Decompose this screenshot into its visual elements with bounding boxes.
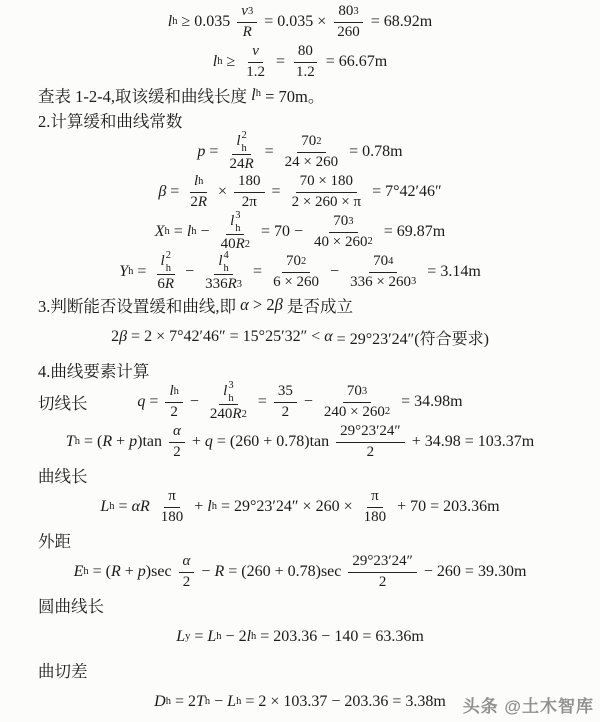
fraction: l h 2R bbox=[190, 173, 207, 210]
formula-q-label: 切线长 bbox=[38, 394, 88, 413]
formula-p-content: p = l 2 h 24R = 70 2 24 × 260 = 0.78m bbox=[197, 130, 403, 173]
label-circular-curve-length-content: 圆曲线长 bbox=[38, 596, 104, 616]
fraction: $\frac{70 \times 180}{2 \times 260 \times \pi}$ bbox=[291, 173, 362, 210]
fraction: 70 3 240 × 260 2 bbox=[323, 383, 391, 420]
fraction: 70 2 24 × 260 bbox=[284, 133, 339, 170]
formula-dh-content: D h = 2 T h − L h = 2 × 103.37 − 203.36 = 3.38m bbox=[154, 693, 446, 710]
fraction: $\frac{35}{2}$ bbox=[274, 383, 297, 421]
fraction: $\frac{\pi}{180}$ bbox=[363, 488, 387, 525]
fraction: l 3 h 40 R 2 bbox=[220, 210, 250, 253]
label-external-distance-content: 外距 bbox=[38, 531, 71, 551]
watermark: 头条 @土木智库 bbox=[462, 697, 594, 716]
fraction: l h 2 bbox=[165, 383, 182, 421]
fraction: $\frac{v}{1.2}$ bbox=[246, 43, 265, 80]
formula-th bbox=[0, 422, 600, 462]
formula-ly-content: L y = L h − 2 l h = 203.36 − 140 = 63.36m bbox=[176, 628, 424, 645]
fraction: $\frac{180}{2\pi}$ bbox=[234, 173, 265, 211]
formula-eh-content: E h = ( R + p )sec $\frac{\alpha}{2}$ − R = (260 + 0.78)sec $\frac{29^\circ 23'24''}{2}$ − 260 = 39.30m bbox=[73, 553, 527, 590]
fraction: l 2 h 24R bbox=[229, 130, 254, 173]
heading-section-2 bbox=[0, 107, 600, 132]
formula-q-content: q = l h 2 − l 3 h 240 R 2 = $\frac{35}{2}$ − 70 3 240 × 260 2 = 34.98m bbox=[137, 380, 463, 423]
formula-lh-curve-content: L h = αR $\frac{\pi}{180}$ + l h = 29°23′24″ × 260 × $\frac{\pi}{180}$ + 70 = 203.36m bbox=[100, 488, 500, 525]
formula-lh-min-1-content: l h ≥ 0.035 v 3 R = 0.035 × 80 3 260 = 68.92m bbox=[167, 3, 433, 40]
fraction: $\frac{\alpha}{2}$ bbox=[179, 553, 195, 591]
label-tangent-curve-difference-content: 曲切差 bbox=[38, 661, 88, 681]
formula-xh-content: X h = l h − l 3 h 40 R 2 = 70 − 70 3 40 × 260 2 = 69.87m bbox=[154, 210, 446, 253]
fraction: l 2 h 6R bbox=[157, 250, 175, 293]
formula-xh bbox=[0, 212, 600, 252]
formula-yh bbox=[0, 252, 600, 292]
formula-lh-curve bbox=[0, 487, 600, 527]
text-table-lookup-content: 查表 1-2-4,取该缓和曲线长度 l h = 70m。 bbox=[38, 84, 325, 106]
heading-section-3-content: 3.判断能否设置缓和曲线,即 α > 2 β 是否成立 bbox=[38, 294, 353, 316]
fraction: 70 2 6 × 260 bbox=[273, 253, 320, 290]
formula-lh-min-1 bbox=[0, 2, 600, 42]
fraction: 70 3 40 × 260 2 bbox=[314, 213, 373, 250]
fraction: $\frac{\alpha}{2}$ bbox=[169, 423, 185, 461]
formula-beta bbox=[0, 172, 600, 212]
formula-th-content: T h = ( R + p )tan $\frac{\alpha}{2}$ + q = (260 + 0.78)tan $\frac{29^\circ 23'24''}{2}$ + 34.98 = 103.37m bbox=[65, 423, 535, 460]
formula-2beta-check bbox=[0, 317, 600, 357]
formula-beta-content: β = l h 2R × $\frac{180}{2\pi}$ = $\frac{70 \times 180}{2 \times 260 \times \pi}$ = 7°42′46″ bbox=[158, 173, 442, 210]
formula-lh-min-2 bbox=[0, 42, 600, 82]
formula-2beta-check-content: 2 β = 2 × 7°42′46″ = 15°25′32″ < α = 29°23′24″(符合要求) bbox=[111, 328, 489, 348]
fraction: $\frac{80}{1.2}$ bbox=[292, 43, 319, 81]
formula-q bbox=[0, 382, 600, 422]
fraction: 80 3 260 bbox=[333, 3, 364, 41]
fraction: l 4 h 336 R 3 bbox=[205, 250, 243, 293]
fraction: $\frac{\pi}{180}$ bbox=[160, 488, 184, 525]
fraction: v 3 R bbox=[237, 3, 257, 41]
text-table-lookup bbox=[0, 82, 600, 107]
label-curve-length bbox=[0, 462, 600, 487]
label-tangent-curve-difference bbox=[0, 657, 600, 682]
formula-eh bbox=[0, 552, 600, 592]
heading-section-2-content: 2.计算缓和曲线常数 bbox=[38, 111, 183, 131]
label-circular-curve-length bbox=[0, 592, 600, 617]
fraction: l 3 h 240 R 2 bbox=[209, 380, 247, 423]
label-external-distance bbox=[0, 527, 600, 552]
fraction: 70 4 336 × 260 3 bbox=[350, 253, 417, 290]
heading-section-4 bbox=[0, 357, 600, 382]
formula-lh-min-2-content: l h ≥ $\frac{v}{1.2}$ = $\frac{80}{1.2}$ = 66.67m bbox=[212, 43, 388, 80]
formula-yh-content: Y h = l 2 h 6R − l 4 h 336 R 3 = 70 2 6 × 260 − 70 4 336 × 260 3 = 3.14m bbox=[119, 250, 481, 293]
label-curve-length-content: 曲线长 bbox=[38, 466, 88, 486]
formula-p bbox=[0, 132, 600, 172]
formula-ly bbox=[0, 617, 600, 657]
heading-section-4-content: 4.曲线要素计算 bbox=[38, 361, 150, 381]
document-body bbox=[0, 2, 600, 722]
fraction: $\frac{29^\circ 23'24''}{2}$ bbox=[348, 553, 417, 591]
fraction: $\frac{29^\circ 23'24''}{2}$ bbox=[336, 423, 405, 461]
heading-section-3 bbox=[0, 292, 600, 317]
